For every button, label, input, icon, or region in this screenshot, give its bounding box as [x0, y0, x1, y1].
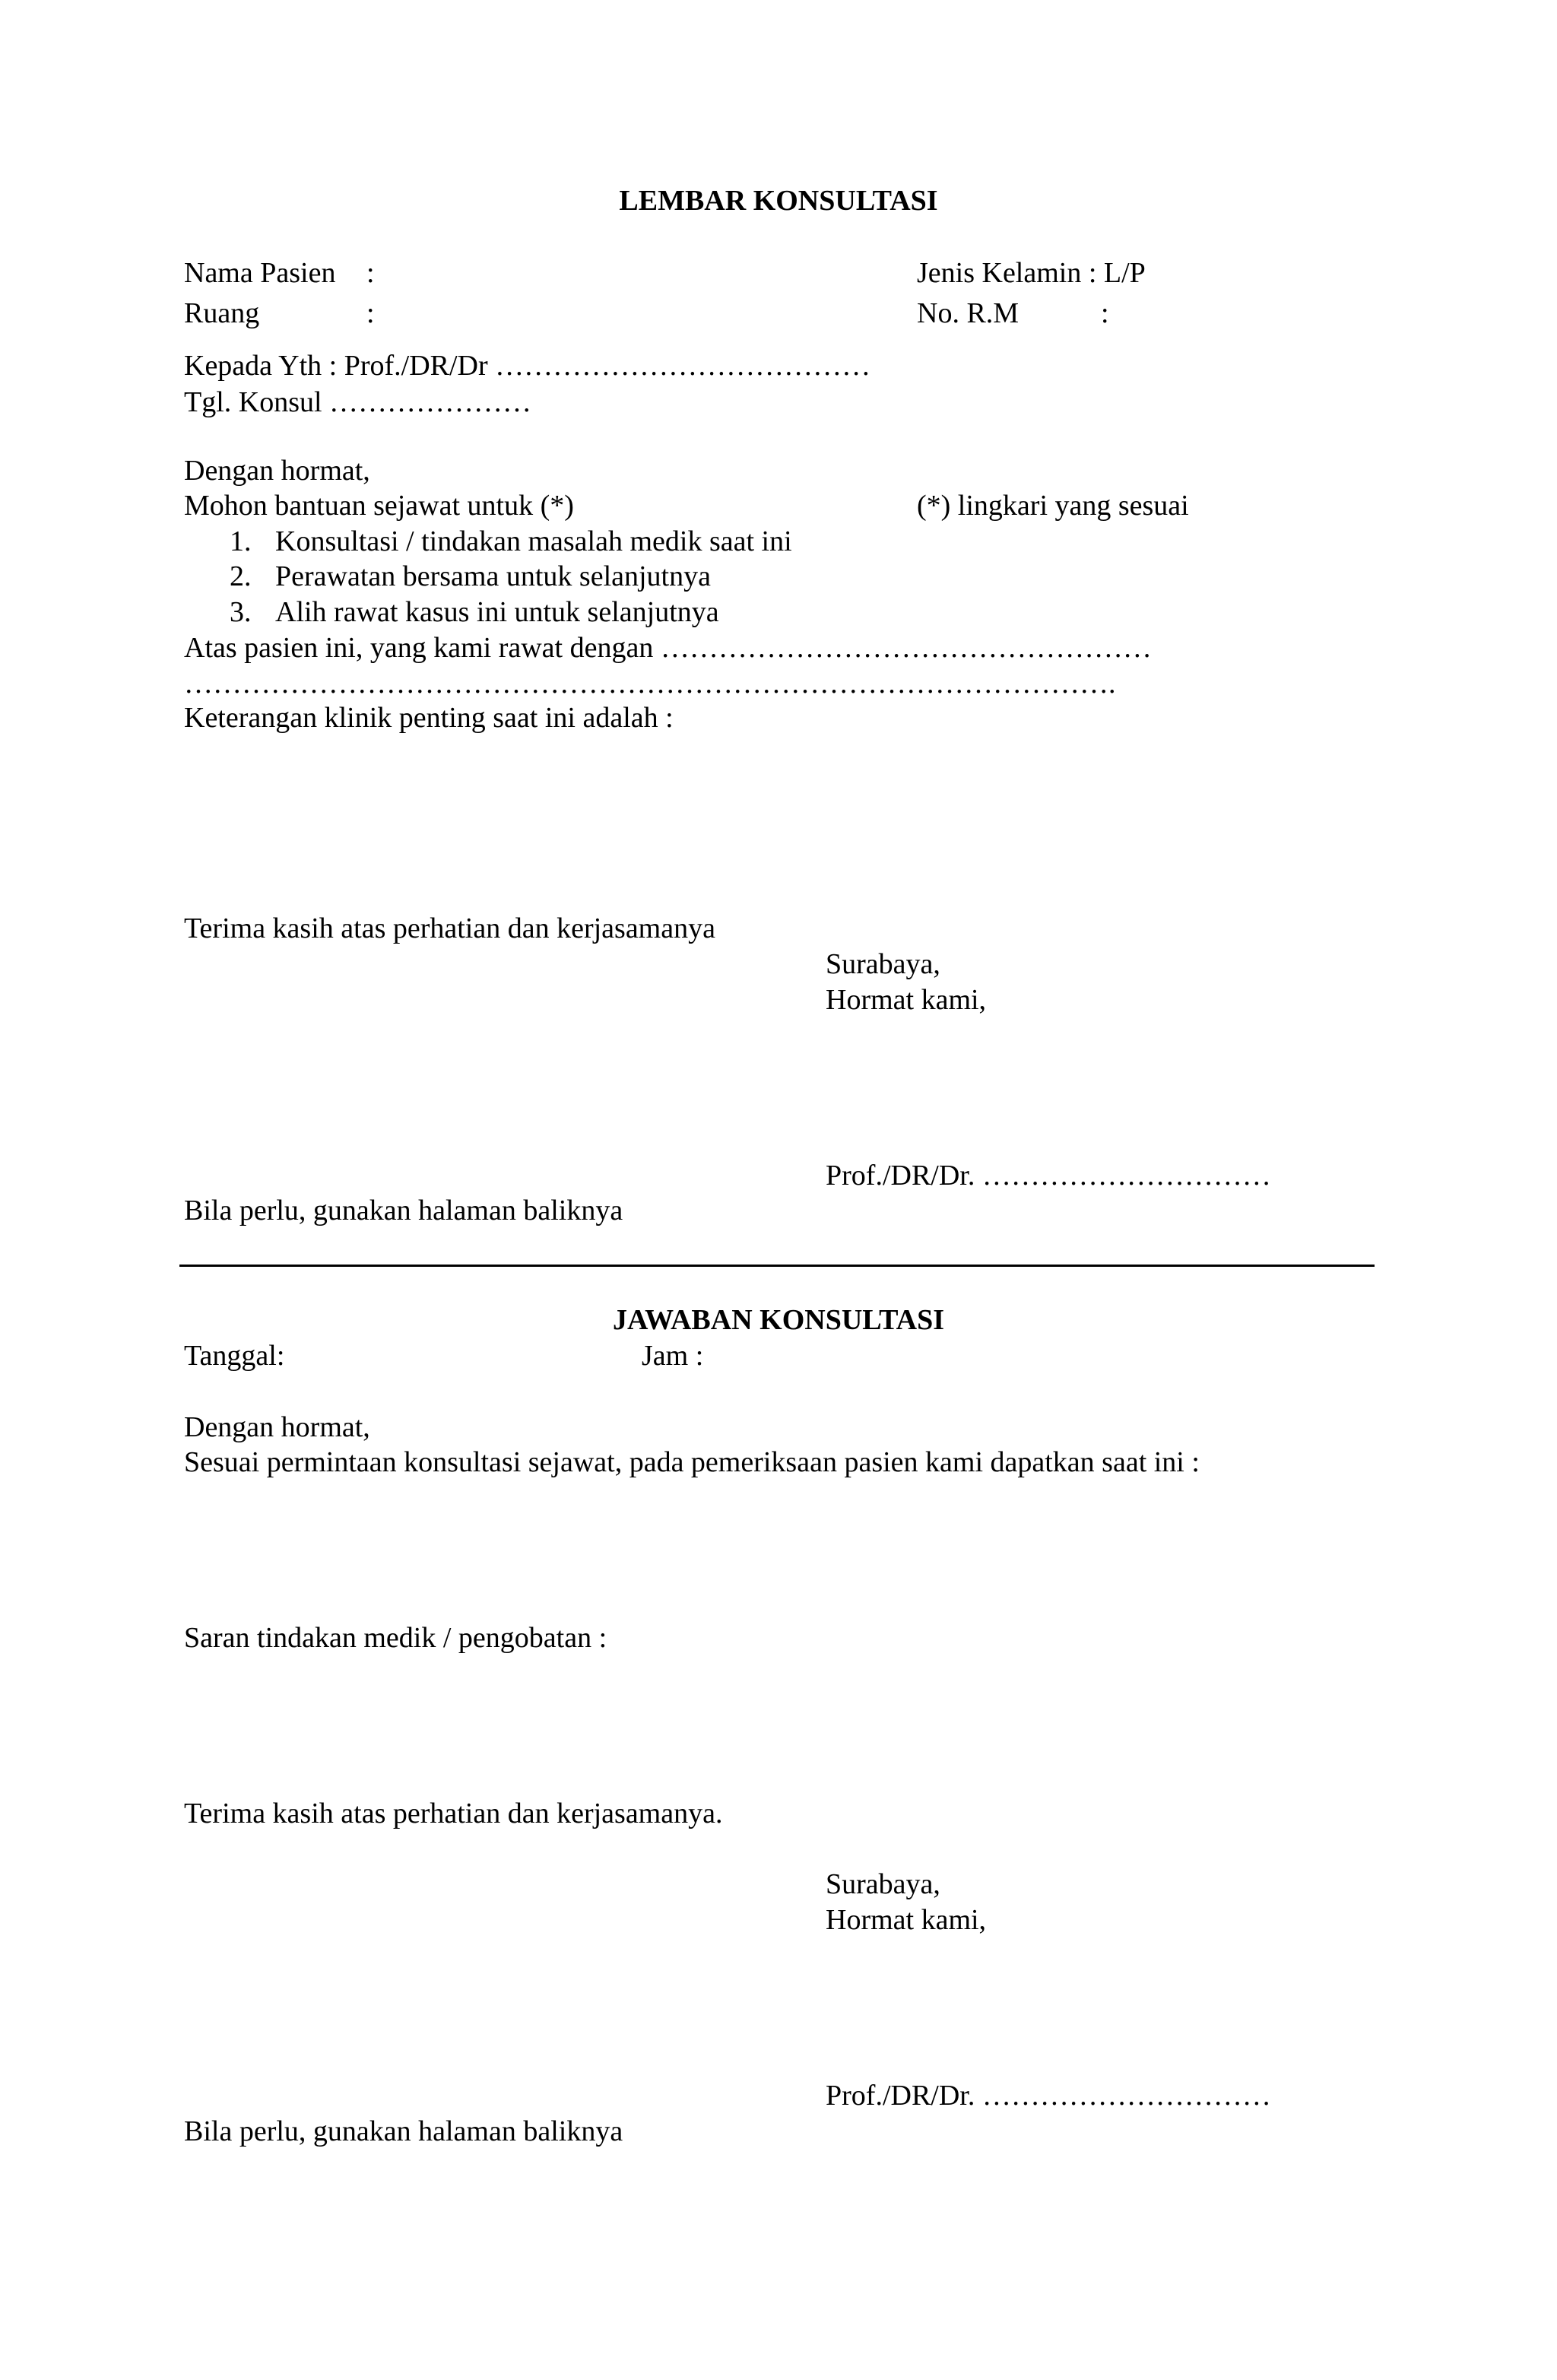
- answer-thanks-line: Terima kasih atas perhatian dan kerjasamanya.: [184, 1798, 723, 1829]
- answer-city-line: Surabaya,: [826, 1868, 940, 1900]
- jenis-kelamin-label: Jenis Kelamin : L/P: [917, 257, 1146, 289]
- consult-title: LEMBAR KONSULTASI: [619, 185, 938, 217]
- option-number: 1.: [230, 525, 252, 557]
- signature-line: Prof./DR/Dr. …………………………: [826, 1160, 1271, 1192]
- tgl-konsul-line: Tgl. Konsul …………………: [184, 386, 532, 418]
- kepada-line: Kepada Yth : Prof./DR/Dr …………………………………: [184, 350, 871, 382]
- city-line: Surabaya,: [826, 948, 940, 980]
- greeting: Dengan hormat,: [184, 455, 370, 487]
- option-number: 2.: [230, 560, 252, 592]
- thanks-line: Terima kasih atas perhatian dan kerjasamanya: [184, 912, 715, 944]
- ruang-colon: :: [366, 297, 375, 329]
- atas-pasien-line: Atas pasien ini, yang kami rawat dengan ……………………………………………: [184, 632, 1152, 664]
- tanggal-label: Tanggal:: [184, 1340, 285, 1372]
- answer-signature-line: Prof./DR/Dr. …………………………: [826, 2080, 1271, 2112]
- answer-hormat-kami: Hormat kami,: [826, 1904, 987, 1936]
- jam-label: Jam :: [642, 1340, 704, 1372]
- saran-line: Saran tindakan medik / pengobatan :: [184, 1622, 607, 1654]
- answer-title: JAWABAN KONSULTASI: [612, 1304, 945, 1336]
- option-number: 3.: [230, 596, 252, 628]
- dotted-fill-line: …………………………………………………………………………………….: [184, 668, 1116, 700]
- keterangan-line: Keterangan klinik penting saat ini adalah :: [184, 702, 674, 734]
- answer-greeting: Dengan hormat,: [184, 1411, 370, 1443]
- no-rm-colon: :: [1101, 297, 1109, 329]
- hormat-kami: Hormat kami,: [826, 984, 987, 1016]
- option-text: Konsultasi / tindakan masalah medik saat ini: [275, 525, 792, 557]
- mohon-line: Mohon bantuan sejawat untuk (*): [184, 490, 574, 522]
- section-divider: [179, 1265, 1375, 1267]
- sesuai-line: Sesuai permintaan konsultasi sejawat, pada pemeriksaan pasien kami dapatkan saat ini :: [184, 1446, 1200, 1478]
- nama-pasien-label: Nama Pasien: [184, 257, 336, 289]
- no-rm-label: No. R.M: [917, 297, 1020, 329]
- nama-pasien-colon: :: [366, 257, 375, 289]
- option-text: Alih rawat kasus ini untuk selanjutnya: [275, 596, 719, 628]
- ruang-label: Ruang: [184, 297, 260, 329]
- bila-perlu-note: Bila perlu, gunakan halaman baliknya: [184, 1195, 623, 1226]
- lingkari-note: (*) lingkari yang sesuai: [917, 490, 1189, 522]
- option-text: Perawatan bersama untuk selanjutnya: [275, 560, 711, 592]
- answer-bila-perlu-note: Bila perlu, gunakan halaman baliknya: [184, 2115, 623, 2147]
